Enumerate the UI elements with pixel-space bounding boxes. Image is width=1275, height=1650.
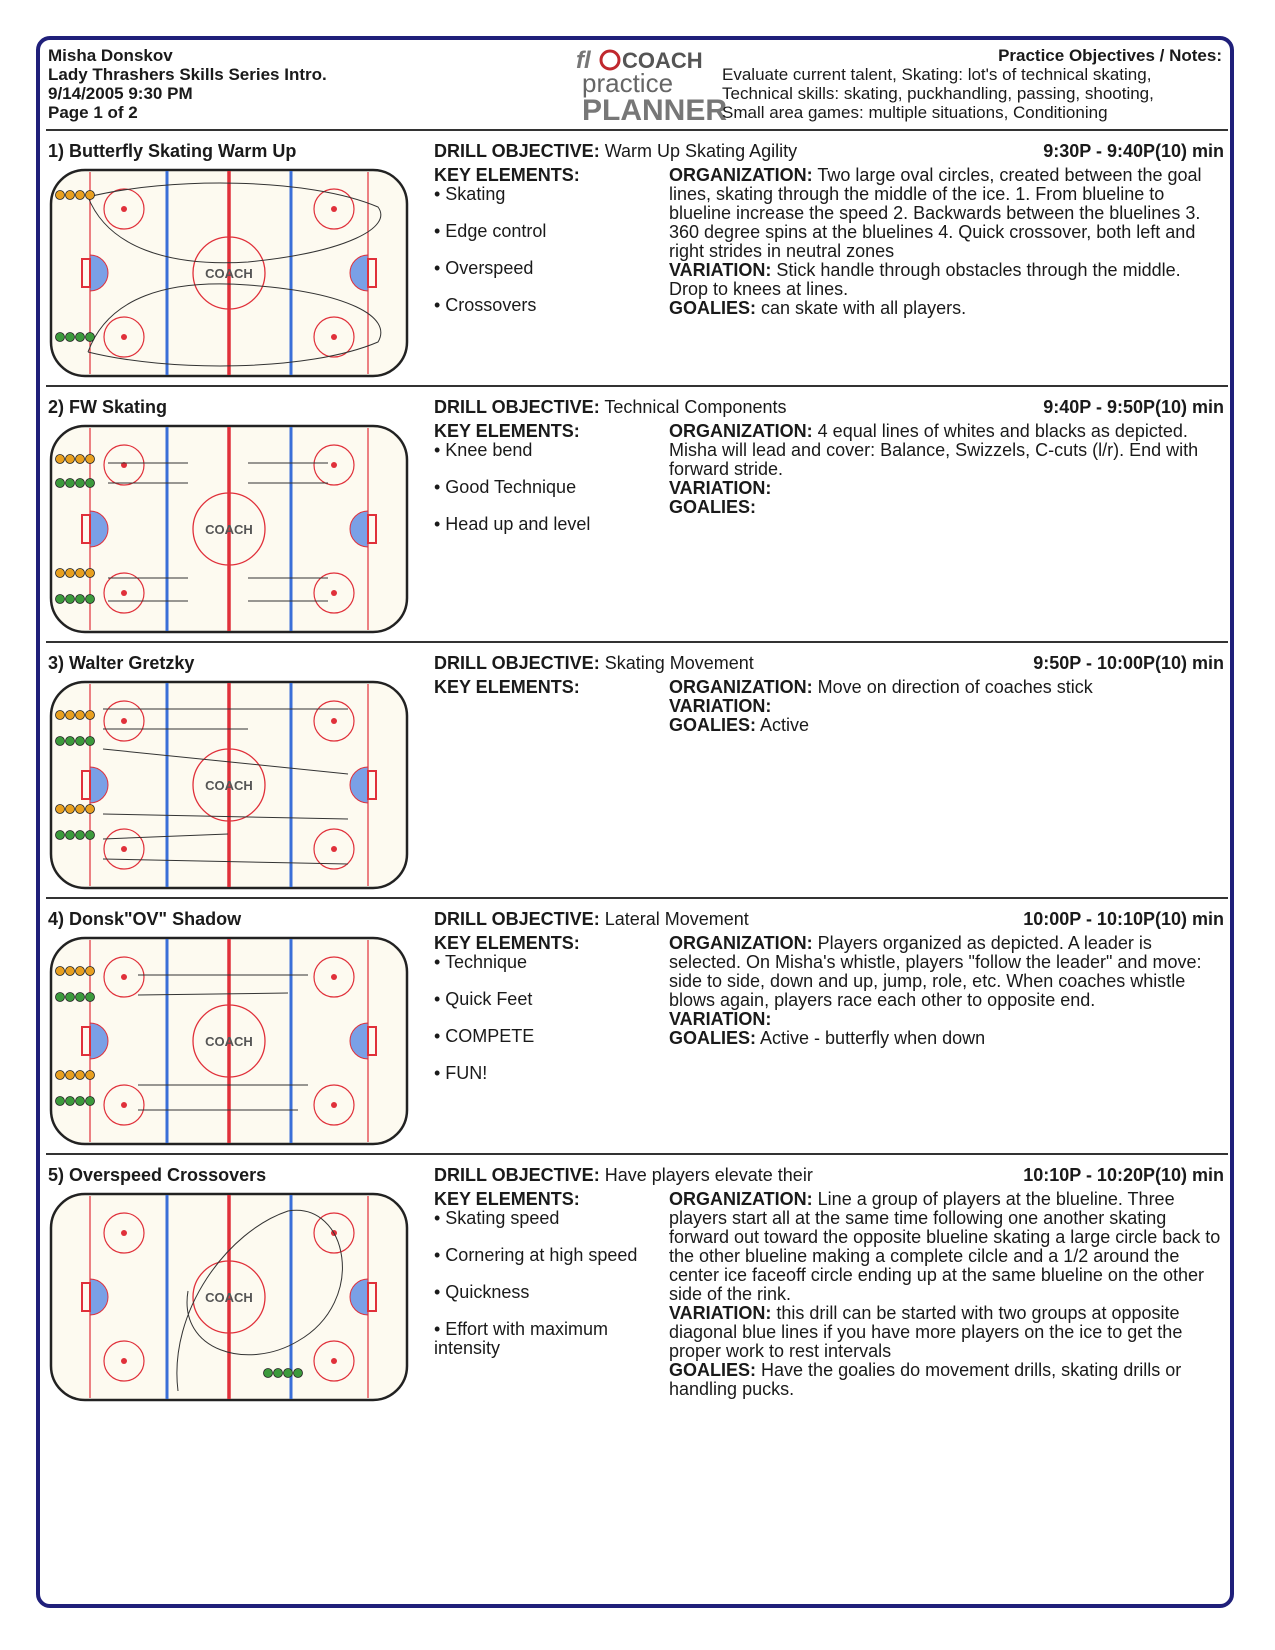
player-marker	[56, 967, 65, 976]
player-marker	[66, 831, 75, 840]
drill-time: 10:00P - 10:10P(10) min	[1023, 909, 1224, 929]
objective-label: DRILL OBJECTIVE:	[434, 653, 600, 673]
variation-label: VARIATION:	[669, 1303, 772, 1323]
key-element: • Technique	[434, 952, 528, 972]
faceoff-dot	[121, 974, 127, 980]
goalies-line	[669, 716, 1224, 735]
player-marker	[66, 967, 75, 976]
section-divider	[46, 129, 1228, 131]
goalies-label: GOALIES:	[669, 497, 757, 517]
goalies-label: GOALIES:	[669, 1028, 757, 1048]
player-marker	[86, 1071, 95, 1080]
drill-section	[46, 909, 1228, 1159]
faceoff-dot	[121, 846, 127, 852]
drill-objective	[434, 909, 749, 929]
objectives-label: Practice Objectives / Notes:	[998, 46, 1222, 65]
rink-diagram	[48, 679, 410, 891]
player-marker	[66, 993, 75, 1002]
player-marker	[76, 805, 85, 814]
rink-diagram	[48, 423, 410, 635]
coach-name: Misha Donskov	[48, 46, 173, 65]
drill-objective	[434, 141, 797, 161]
key-element: • Good Technique	[434, 477, 577, 497]
player-marker	[56, 993, 65, 1002]
drill-time: 9:40P - 9:50P(10) min	[1043, 397, 1224, 417]
faceoff-dot	[331, 590, 337, 596]
practice-header	[48, 46, 327, 122]
player-marker	[86, 455, 95, 464]
rink-diagram	[48, 1191, 410, 1403]
key-element: • Skating speed	[434, 1208, 560, 1228]
faceoff-dot	[331, 334, 337, 340]
key-elements-label: KEY ELEMENTS:	[434, 1189, 580, 1209]
player-marker	[56, 191, 65, 200]
organization-line	[669, 678, 1224, 697]
player-marker	[76, 455, 85, 464]
objective-text: Technical Components	[604, 397, 787, 417]
drill-details	[669, 934, 1224, 1048]
faceoff-dot	[121, 718, 127, 724]
organization-label: ORGANIZATION:	[669, 677, 813, 697]
practice-objectives	[722, 46, 1222, 122]
key-element: • Head up and level	[434, 514, 591, 534]
practice-title: Lady Thrashers Skills Series Intro.	[48, 65, 327, 84]
drill-objective	[434, 1165, 813, 1185]
key-element: • Crossovers	[434, 295, 537, 315]
drill-details	[669, 1190, 1224, 1399]
player-marker	[66, 479, 75, 488]
player-marker	[76, 967, 85, 976]
drill-objective	[434, 397, 786, 417]
player-marker	[56, 737, 65, 746]
key-element: • Edge control	[434, 221, 547, 241]
key-element: • Skating	[434, 184, 506, 204]
player-marker	[56, 831, 65, 840]
goalies-line	[669, 1361, 1224, 1399]
goalies-label: GOALIES:	[669, 1360, 757, 1380]
player-marker	[86, 967, 95, 976]
goalies-label: GOALIES:	[669, 298, 757, 318]
faceoff-dot	[331, 846, 337, 852]
objective-note: Technical skills: skating, puckhandling, passing, shooting,	[722, 84, 1154, 103]
player-marker	[56, 805, 65, 814]
player-marker	[56, 711, 65, 720]
player-marker	[76, 479, 85, 488]
key-elements	[434, 166, 662, 333]
faceoff-dot	[331, 718, 337, 724]
faceoff-dot	[331, 462, 337, 468]
player-marker	[76, 191, 85, 200]
organization-line	[669, 166, 1224, 261]
key-elements-label: KEY ELEMENTS:	[434, 677, 580, 697]
player-marker	[66, 191, 75, 200]
faceoff-dot	[121, 206, 127, 212]
page-number: Page 1 of 2	[48, 103, 138, 122]
variation-label: VARIATION:	[669, 260, 772, 280]
player-marker	[86, 711, 95, 720]
logo-bottom-text: PLANNER	[582, 94, 728, 127]
player-marker	[86, 805, 95, 814]
goalies-label: GOALIES:	[669, 715, 757, 735]
player-marker	[86, 1097, 95, 1106]
logo-top-text: COACH	[622, 48, 703, 73]
rink-logo: COACH	[205, 1034, 253, 1049]
key-element: • Quickness	[434, 1282, 530, 1302]
player-marker	[56, 479, 65, 488]
key-elements	[434, 1190, 662, 1376]
organization-text: 4 equal lines of whites and blacks as depicted. Misha will lead and cover: Balance, Swizzels, C-cuts (l/r). End with forward stride.	[669, 421, 1199, 479]
faceoff-dot	[121, 1358, 127, 1364]
drill-time: 10:10P - 10:20P(10) min	[1023, 1165, 1224, 1185]
organization-text: Players organized as depicted. A leader is selected. On Misha's whistle, players "follow the leader" and move: side to side, down and up, jump, role, etc. When coaches whistle blows again, players race each other to opposite end.	[669, 933, 1202, 1010]
drill-section	[46, 397, 1228, 647]
player-marker	[86, 595, 95, 604]
player-marker	[76, 333, 85, 342]
drill-details	[669, 422, 1224, 517]
player-marker	[56, 569, 65, 578]
key-elements-label: KEY ELEMENTS:	[434, 421, 580, 441]
variation-label: VARIATION:	[669, 1009, 772, 1029]
player-marker	[56, 595, 65, 604]
player-marker	[66, 711, 75, 720]
rink-logo: COACH	[205, 266, 253, 281]
objective-text: Skating Movement	[604, 653, 754, 673]
drill-details	[669, 678, 1224, 735]
player-marker	[66, 569, 75, 578]
player-marker	[66, 455, 75, 464]
rink-diagram	[48, 935, 410, 1147]
variation-line	[669, 1304, 1224, 1361]
drill-time: 9:30P - 9:40P(10) min	[1043, 141, 1224, 161]
organization-text: Move on direction of coaches stick	[817, 677, 1093, 697]
goalies-line	[669, 299, 1224, 318]
objective-label: DRILL OBJECTIVE:	[434, 141, 600, 161]
player-marker	[274, 1369, 283, 1378]
faceoff-dot	[121, 590, 127, 596]
player-marker	[56, 455, 65, 464]
faceoff-dot	[121, 334, 127, 340]
key-elements-label: KEY ELEMENTS:	[434, 933, 580, 953]
key-element: • COMPETE	[434, 1026, 535, 1046]
variation-line	[669, 261, 1224, 299]
organization-line	[669, 422, 1224, 479]
player-marker	[294, 1369, 303, 1378]
player-marker	[76, 711, 85, 720]
organization-text: Line a group of players at the blueline. Three players start all at the same time following one another skating forward out toward the opposite blueline skating a large circle back to the other blueline making a complete cilcle and a 1/2 around the center ice faceoff circle ending up at the same blueline on the other side of the rink.	[669, 1189, 1221, 1304]
objective-label: DRILL OBJECTIVE:	[434, 397, 600, 417]
objective-text: Have players elevate their	[604, 1165, 813, 1185]
faceoff-dot	[331, 1358, 337, 1364]
player-marker	[56, 333, 65, 342]
drill-section	[46, 653, 1228, 903]
player-marker	[66, 737, 75, 746]
objective-text: Warm Up Skating Agility	[604, 141, 798, 161]
goalies-line	[669, 498, 1224, 517]
variation-line	[669, 697, 1224, 716]
objective-text: Lateral Movement	[604, 909, 749, 929]
key-element: • Effort with maximum intensity	[434, 1319, 609, 1358]
player-marker	[76, 737, 85, 746]
player-marker	[56, 1097, 65, 1106]
player-marker	[86, 993, 95, 1002]
player-marker	[76, 1071, 85, 1080]
key-elements	[434, 934, 662, 1101]
goalies-line	[669, 1029, 1224, 1048]
player-marker	[66, 1071, 75, 1080]
variation-text: Stick handle through obstacles through the middle. Drop to knees at lines.	[669, 260, 1181, 299]
rink-logo: COACH	[205, 778, 253, 793]
player-marker	[76, 569, 85, 578]
variation-line	[669, 1010, 1224, 1029]
rink-logo: COACH	[205, 522, 253, 537]
flexcoach-logo	[574, 46, 728, 127]
faceoff-dot	[331, 1102, 337, 1108]
variation-line	[669, 479, 1224, 498]
player-marker	[66, 595, 75, 604]
player-marker	[66, 333, 75, 342]
organization-label: ORGANIZATION:	[669, 165, 813, 185]
player-marker	[86, 191, 95, 200]
key-element: • Knee bend	[434, 440, 533, 460]
drill-section	[46, 141, 1228, 391]
goalies-text: Active	[760, 715, 810, 735]
drill-details	[669, 166, 1224, 318]
drill-objective	[434, 653, 754, 673]
organization-line	[669, 1190, 1224, 1304]
organization-label: ORGANIZATION:	[669, 933, 813, 953]
player-marker	[76, 831, 85, 840]
variation-text: this drill can be started with two groups at opposite diagonal blue lines if you have more players on the ice to get the proper work to rest intervals	[669, 1303, 1183, 1361]
faceoff-dot	[121, 1102, 127, 1108]
drill-title: 4) Donsk"OV" Shadow	[48, 909, 242, 929]
drill-title: 3) Walter Gretzky	[48, 653, 195, 673]
drill-section	[46, 1165, 1228, 1415]
player-marker	[66, 1097, 75, 1106]
player-marker	[86, 479, 95, 488]
organization-text: Two large oval circles, created between the goal lines, skating through the middle of the ice. 1. From blueline to blueline increase the speed 2. Backwards between the bluelines 3. 360 degree spins at the bluelines 4. Quick crossover, both left and right strides in neutral zones	[669, 165, 1202, 261]
drill-title: 5) Overspeed Crossovers	[48, 1165, 267, 1185]
player-marker	[76, 993, 85, 1002]
faceoff-dot	[331, 206, 337, 212]
practice-datetime: 9/14/2005 9:30 PM	[48, 84, 193, 103]
organization-label: ORGANIZATION:	[669, 1189, 813, 1209]
player-marker	[76, 595, 85, 604]
player-marker	[86, 569, 95, 578]
goalies-text: Active - butterfly when down	[760, 1028, 986, 1048]
player-marker	[56, 1071, 65, 1080]
key-element: • Cornering at high speed	[434, 1245, 638, 1265]
key-element: • Quick Feet	[434, 989, 533, 1009]
player-marker	[86, 737, 95, 746]
rink-logo: COACH	[205, 1290, 253, 1305]
logo-mid-text: practice	[582, 68, 674, 98]
drill-time: 9:50P - 10:00P(10) min	[1033, 653, 1224, 673]
faceoff-dot	[121, 1230, 127, 1236]
objective-label: DRILL OBJECTIVE:	[434, 1165, 600, 1185]
drill-title: 1) Butterfly Skating Warm Up	[48, 141, 297, 161]
player-marker	[86, 333, 95, 342]
organization-label: ORGANIZATION:	[669, 421, 813, 441]
objective-note: Small area games: multiple situations, Conditioning	[722, 103, 1108, 122]
player-marker	[264, 1369, 273, 1378]
objective-note: Evaluate current talent, Skating: lot's of technical skating,	[722, 65, 1152, 84]
key-element: • Overspeed	[434, 258, 534, 278]
organization-line	[669, 934, 1224, 1010]
drill-title: 2) FW Skating	[48, 397, 168, 417]
rink-diagram	[48, 167, 410, 379]
player-marker	[86, 831, 95, 840]
goalies-text: can skate with all players.	[761, 298, 967, 318]
key-elements	[434, 422, 662, 552]
faceoff-dot	[331, 974, 337, 980]
key-element: • FUN!	[434, 1063, 488, 1083]
variation-label: VARIATION:	[669, 696, 772, 716]
player-marker	[66, 805, 75, 814]
svg-text:fl: fl	[576, 47, 591, 74]
player-marker	[76, 1097, 85, 1106]
key-elements	[434, 678, 662, 697]
goalies-text: Have the goalies do movement drills, skating drills or handling pucks.	[669, 1360, 1182, 1399]
variation-label: VARIATION:	[669, 478, 772, 498]
key-elements-label: KEY ELEMENTS:	[434, 165, 580, 185]
objective-label: DRILL OBJECTIVE:	[434, 909, 600, 929]
player-marker	[284, 1369, 293, 1378]
